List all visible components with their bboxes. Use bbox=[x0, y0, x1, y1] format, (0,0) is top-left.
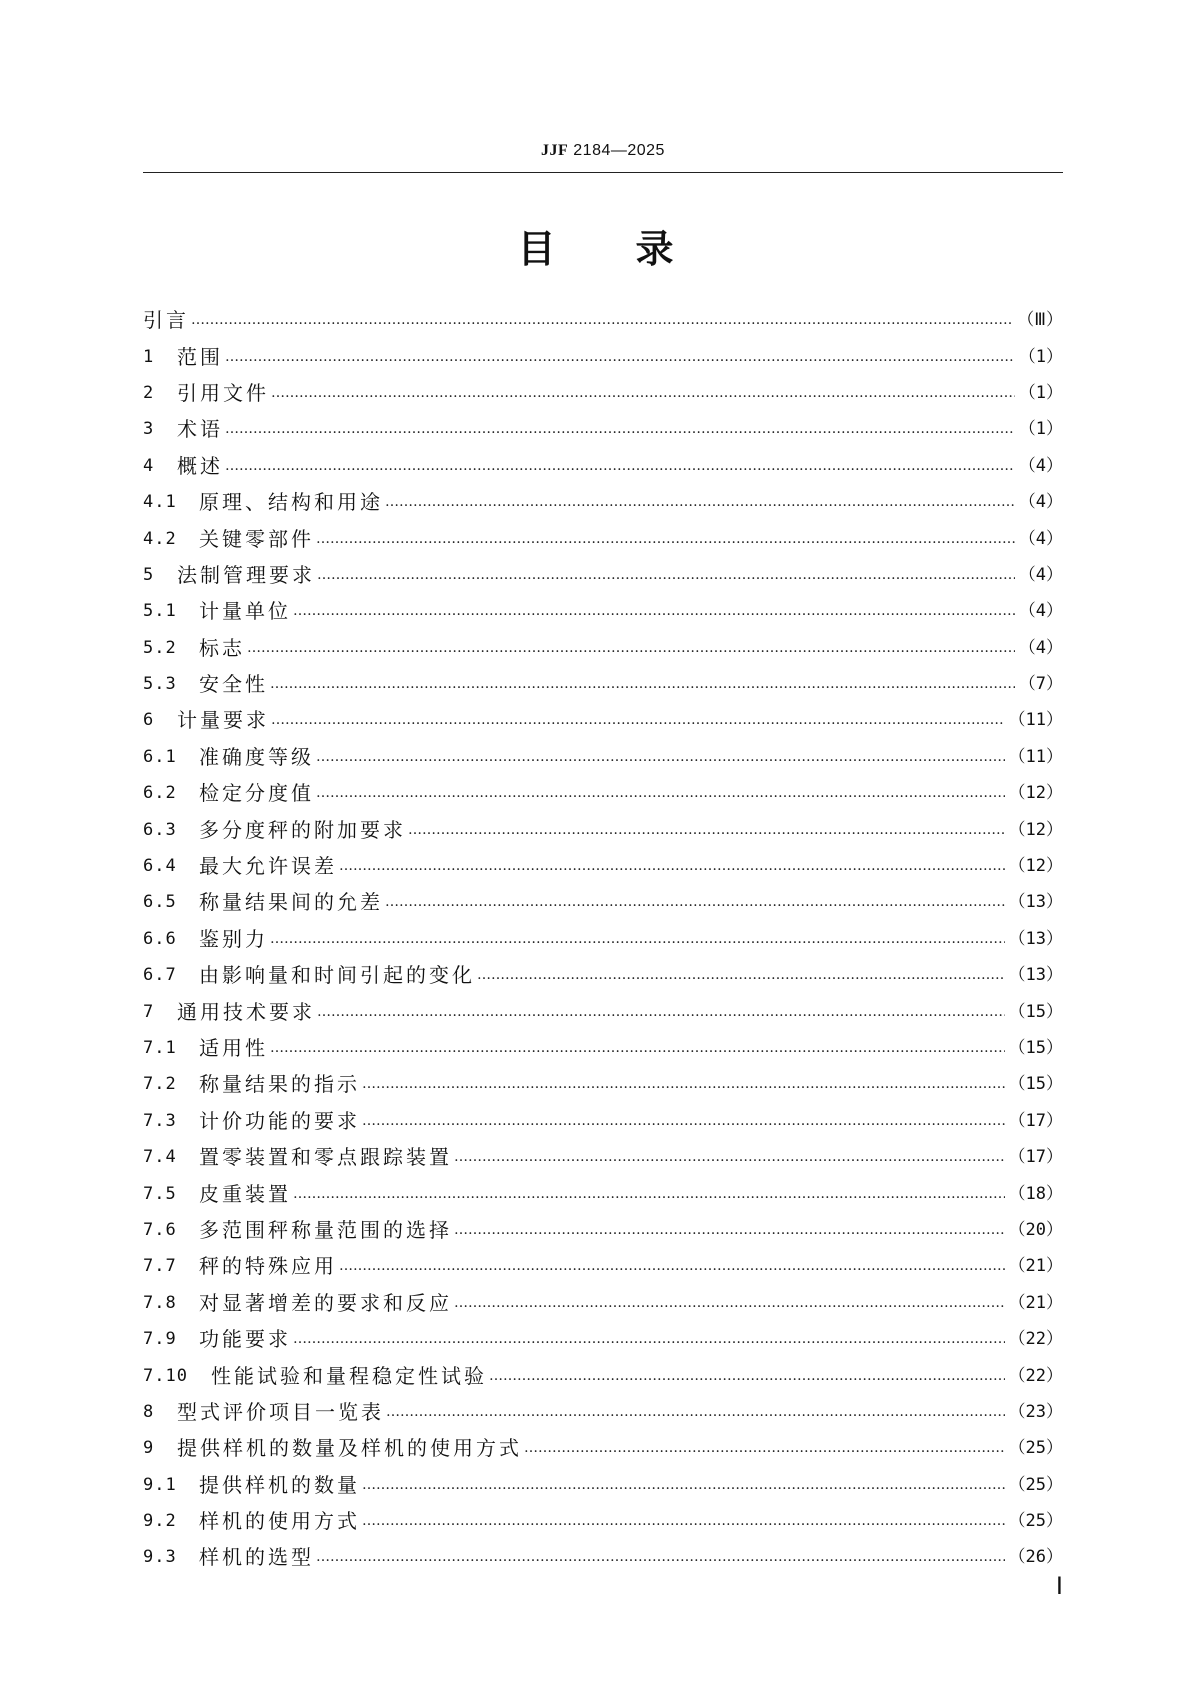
toc-entry[interactable] bbox=[143, 411, 1063, 447]
toc-entry-title: 安全性 bbox=[199, 672, 268, 697]
toc-entry-title: 关键零部件 bbox=[199, 526, 314, 551]
standard-number: 2184—2025 bbox=[573, 142, 665, 159]
toc-leader-dots bbox=[293, 600, 1015, 622]
toc-entry-title: 秤的特殊应用 bbox=[199, 1254, 337, 1279]
toc-leader-dots bbox=[316, 782, 1005, 804]
toc-entry-number: 6.6 bbox=[143, 928, 177, 949]
toc-entry-page: （11） bbox=[1008, 746, 1063, 767]
toc-entry-number: 7.5 bbox=[143, 1183, 177, 1204]
toc-leader-dots bbox=[293, 1328, 1005, 1350]
toc-entry-page: （21） bbox=[1008, 1256, 1063, 1277]
toc-entry-number: 5.1 bbox=[143, 601, 177, 622]
toc-entry-page: （1） bbox=[1018, 346, 1063, 367]
toc-entry-number: 9 bbox=[143, 1438, 155, 1459]
toc-leader-dots bbox=[270, 1037, 1005, 1059]
toc-leader-dots bbox=[385, 491, 1015, 513]
toc-entry[interactable] bbox=[143, 666, 1063, 702]
toc-leader-dots bbox=[270, 928, 1005, 950]
toc-entry-number: 7.9 bbox=[143, 1329, 177, 1350]
toc-leader-dots bbox=[524, 1437, 1005, 1459]
toc-entry-title: 由影响量和时间引起的变化 bbox=[199, 963, 475, 988]
toc-leader-dots bbox=[362, 1474, 1005, 1496]
standard-header bbox=[143, 142, 1063, 160]
toc-entry[interactable] bbox=[143, 1430, 1063, 1466]
toc-entry-page: （4） bbox=[1018, 637, 1063, 658]
toc-entry-page: （26） bbox=[1008, 1547, 1063, 1568]
toc-entry-page: （4） bbox=[1018, 528, 1063, 549]
page-title bbox=[0, 218, 1191, 273]
toc-entry-number: 6.5 bbox=[143, 892, 177, 913]
toc-leader-dots bbox=[316, 746, 1005, 768]
toc-leader-dots bbox=[316, 528, 1015, 550]
toc-entry[interactable] bbox=[143, 1103, 1063, 1139]
toc-leader-dots bbox=[477, 964, 1005, 986]
toc-entry-page: （4） bbox=[1018, 455, 1063, 476]
toc-entry-number: 7.10 bbox=[143, 1365, 188, 1386]
toc-entry[interactable] bbox=[143, 1357, 1063, 1393]
toc-entry-number: 7.7 bbox=[143, 1256, 177, 1277]
toc-entry-title: 通用技术要求 bbox=[177, 999, 315, 1024]
toc-entry-number: 4.1 bbox=[143, 492, 177, 513]
toc-entry[interactable] bbox=[143, 1139, 1063, 1175]
toc-leader-dots bbox=[225, 346, 1015, 368]
toc-leader-dots bbox=[191, 309, 1013, 331]
toc-entry-number: 7.8 bbox=[143, 1292, 177, 1313]
toc-entry-page: （13） bbox=[1008, 965, 1063, 986]
toc-entry[interactable] bbox=[143, 630, 1063, 666]
toc-entry-page: （12） bbox=[1008, 783, 1063, 804]
toc-entry-page: （1） bbox=[1018, 382, 1063, 403]
toc-leader-dots bbox=[316, 1546, 1005, 1568]
toc-entry-title: 法制管理要求 bbox=[177, 562, 315, 587]
toc-entry[interactable] bbox=[143, 1175, 1063, 1211]
toc-entry-number: 6.3 bbox=[143, 819, 177, 840]
toc-entry[interactable] bbox=[143, 1285, 1063, 1321]
toc-entry-title: 样机的使用方式 bbox=[199, 1509, 360, 1534]
toc-entry-title: 置零装置和零点跟踪装置 bbox=[199, 1145, 452, 1170]
toc-entry-number: 6 bbox=[143, 710, 155, 731]
toc-entry-number: 5.2 bbox=[143, 637, 177, 658]
toc-entry[interactable] bbox=[143, 1467, 1063, 1503]
toc-entry[interactable] bbox=[143, 1321, 1063, 1357]
toc-entry-title: 适用性 bbox=[199, 1036, 268, 1060]
toc-entry-page: （15） bbox=[1008, 1038, 1063, 1058]
toc-entry-title: 提供样机的数量及样机的使用方式 bbox=[177, 1436, 522, 1461]
toc-entry-title: 范围 bbox=[177, 344, 223, 369]
toc-entry-page: （25） bbox=[1008, 1438, 1063, 1459]
toc-entry-page: （23） bbox=[1008, 1401, 1063, 1422]
toc-leader-dots bbox=[386, 1401, 1005, 1423]
toc-leader-dots bbox=[271, 382, 1015, 404]
toc-entry-title: 原理、结构和用途 bbox=[199, 490, 383, 515]
toc-leader-dots bbox=[270, 673, 1015, 695]
toc-entry[interactable] bbox=[143, 739, 1063, 775]
toc-entry-title: 提供样机的数量 bbox=[199, 1472, 360, 1497]
toc-entry[interactable] bbox=[143, 1030, 1063, 1066]
toc-entry-title: 样机的选型 bbox=[199, 1545, 314, 1570]
toc-entry-title: 称量结果间的允差 bbox=[199, 890, 383, 915]
toc-entry-page: （22） bbox=[1008, 1365, 1063, 1386]
toc-entry-title: 多分度秤的附加要求 bbox=[199, 817, 406, 842]
toc-entry-number: 6.4 bbox=[143, 856, 177, 877]
toc-entry-number: 5.3 bbox=[143, 674, 177, 695]
toc-entry-page: （13） bbox=[1008, 892, 1063, 913]
toc-entry-number: 7.4 bbox=[143, 1147, 177, 1168]
toc-entry-number: 7.6 bbox=[143, 1219, 177, 1240]
toc-entry-number: 9.3 bbox=[143, 1547, 177, 1568]
toc-leader-dots bbox=[317, 564, 1015, 586]
toc-entry[interactable] bbox=[143, 302, 1063, 338]
toc-leader-dots bbox=[271, 709, 1005, 731]
toc-entry[interactable] bbox=[143, 1248, 1063, 1284]
toc-leader-dots bbox=[454, 1146, 1005, 1168]
header-rule bbox=[143, 172, 1063, 173]
toc-entry[interactable] bbox=[143, 957, 1063, 993]
toc-entry-number: 3 bbox=[143, 419, 155, 440]
toc-entry[interactable] bbox=[143, 1394, 1063, 1430]
toc-entry[interactable] bbox=[143, 702, 1063, 738]
toc-entry-page: （1） bbox=[1018, 419, 1063, 440]
toc-entry-title: 概述 bbox=[177, 453, 223, 478]
table-of-contents bbox=[143, 302, 1063, 1576]
toc-entry-number: 9.1 bbox=[143, 1474, 177, 1495]
toc-entry-title: 标志 bbox=[199, 635, 245, 660]
toc-entry-page: （25） bbox=[1008, 1511, 1063, 1532]
toc-entry-page: （25） bbox=[1008, 1474, 1063, 1495]
toc-entry-number: 6.2 bbox=[143, 783, 177, 804]
toc-entry[interactable] bbox=[143, 848, 1063, 884]
toc-entry[interactable] bbox=[143, 1212, 1063, 1248]
toc-entry-number: 4 bbox=[143, 455, 155, 476]
toc-leader-dots bbox=[225, 418, 1015, 440]
toc-entry-title: 称量结果的指示 bbox=[199, 1072, 360, 1097]
toc-entry-title: 引言 bbox=[143, 308, 189, 333]
toc-entry-page: （4） bbox=[1018, 601, 1063, 622]
toc-entry-number: 5 bbox=[143, 564, 155, 585]
toc-entry-title: 最大允许误差 bbox=[199, 854, 337, 879]
toc-entry-number: 8 bbox=[143, 1401, 155, 1422]
toc-entry[interactable] bbox=[143, 775, 1063, 811]
toc-entry[interactable] bbox=[143, 811, 1063, 847]
toc-entry-page: （12） bbox=[1008, 856, 1063, 877]
toc-entry[interactable] bbox=[143, 520, 1063, 556]
toc-entry[interactable] bbox=[143, 884, 1063, 920]
toc-entry[interactable] bbox=[143, 593, 1063, 629]
toc-entry-number: 6.7 bbox=[143, 965, 177, 986]
toc-entry-number: 7.1 bbox=[143, 1038, 177, 1058]
toc-leader-dots bbox=[489, 1365, 1005, 1387]
toc-entry-page: （21） bbox=[1008, 1292, 1063, 1313]
toc-leader-dots bbox=[293, 1183, 1005, 1205]
toc-entry-title: 计量单位 bbox=[199, 599, 291, 624]
toc-entry-number: 2 bbox=[143, 382, 155, 403]
toc-entry-page: （13） bbox=[1008, 928, 1063, 949]
standard-prefix: JJF bbox=[541, 142, 569, 159]
toc-leader-dots bbox=[362, 1510, 1005, 1532]
toc-entry-title: 术语 bbox=[177, 417, 223, 442]
toc-entry[interactable] bbox=[143, 484, 1063, 520]
toc-entry-title: 型式评价项目一览表 bbox=[177, 1399, 384, 1424]
toc-entry[interactable] bbox=[143, 375, 1063, 411]
toc-entry-page: （11） bbox=[1008, 710, 1063, 731]
toc-leader-dots bbox=[408, 819, 1005, 841]
toc-entry-page: （17） bbox=[1008, 1110, 1063, 1131]
toc-entry-title: 对显著增差的要求和反应 bbox=[199, 1290, 452, 1315]
toc-entry-page: （15） bbox=[1008, 1074, 1063, 1095]
toc-entry-page: （4） bbox=[1018, 564, 1063, 585]
toc-entry-number: 1 bbox=[143, 346, 155, 367]
toc-entry-number: 7.2 bbox=[143, 1074, 177, 1095]
toc-leader-dots bbox=[454, 1292, 1005, 1314]
toc-entry-title: 皮重装置 bbox=[199, 1181, 291, 1206]
title-char-1: 目 bbox=[517, 227, 556, 271]
toc-leader-dots bbox=[317, 1001, 1005, 1023]
toc-leader-dots bbox=[339, 855, 1005, 877]
toc-entry-title: 检定分度值 bbox=[199, 781, 314, 806]
toc-entry[interactable] bbox=[143, 338, 1063, 374]
toc-entry-title: 鉴别力 bbox=[199, 926, 268, 951]
toc-entry-page: （12） bbox=[1008, 819, 1063, 840]
toc-entry-page: （20） bbox=[1008, 1219, 1063, 1240]
toc-leader-dots bbox=[454, 1219, 1005, 1241]
toc-entry[interactable] bbox=[143, 1066, 1063, 1102]
toc-entry-number: 4.2 bbox=[143, 528, 177, 549]
toc-entry-number: 7 bbox=[143, 1001, 155, 1022]
toc-entry-page: （Ⅲ） bbox=[1017, 310, 1063, 331]
toc-entry-number: 7.3 bbox=[143, 1110, 177, 1131]
toc-entry-title: 多范围秤称量范围的选择 bbox=[199, 1217, 452, 1242]
toc-entry-title: 性能试验和量程稳定性试验 bbox=[211, 1363, 487, 1388]
toc-entry-title: 计量要求 bbox=[177, 708, 269, 733]
toc-entry-page: （18） bbox=[1008, 1183, 1063, 1204]
toc-entry[interactable] bbox=[143, 921, 1063, 957]
toc-entry-page: （17） bbox=[1008, 1147, 1063, 1168]
toc-entry-page: （22） bbox=[1008, 1329, 1063, 1350]
toc-entry-number: 6.1 bbox=[143, 746, 177, 767]
toc-leader-dots bbox=[362, 1110, 1005, 1132]
toc-leader-dots bbox=[362, 1073, 1005, 1095]
toc-leader-dots bbox=[339, 1255, 1005, 1277]
toc-entry[interactable] bbox=[143, 557, 1063, 593]
toc-entry-number: 9.2 bbox=[143, 1511, 177, 1532]
toc-entry-title: 功能要求 bbox=[199, 1327, 291, 1352]
toc-entry-title: 引用文件 bbox=[177, 380, 269, 405]
toc-entry-page: （4） bbox=[1018, 492, 1063, 513]
toc-entry-page: （7） bbox=[1018, 674, 1063, 695]
toc-entry[interactable] bbox=[143, 448, 1063, 484]
toc-leader-dots bbox=[225, 455, 1015, 477]
toc-leader-dots bbox=[385, 891, 1005, 913]
toc-leader-dots bbox=[247, 637, 1015, 659]
page-number: Ⅰ bbox=[1055, 1574, 1063, 1600]
toc-entry[interactable] bbox=[143, 1503, 1063, 1539]
toc-entry-title: 准确度等级 bbox=[199, 744, 314, 769]
toc-entry[interactable] bbox=[143, 1539, 1063, 1575]
toc-entry-title: 计价功能的要求 bbox=[199, 1108, 360, 1133]
toc-entry[interactable] bbox=[143, 993, 1063, 1029]
toc-entry-page: （15） bbox=[1008, 1001, 1063, 1022]
title-char-2: 录 bbox=[635, 227, 674, 271]
